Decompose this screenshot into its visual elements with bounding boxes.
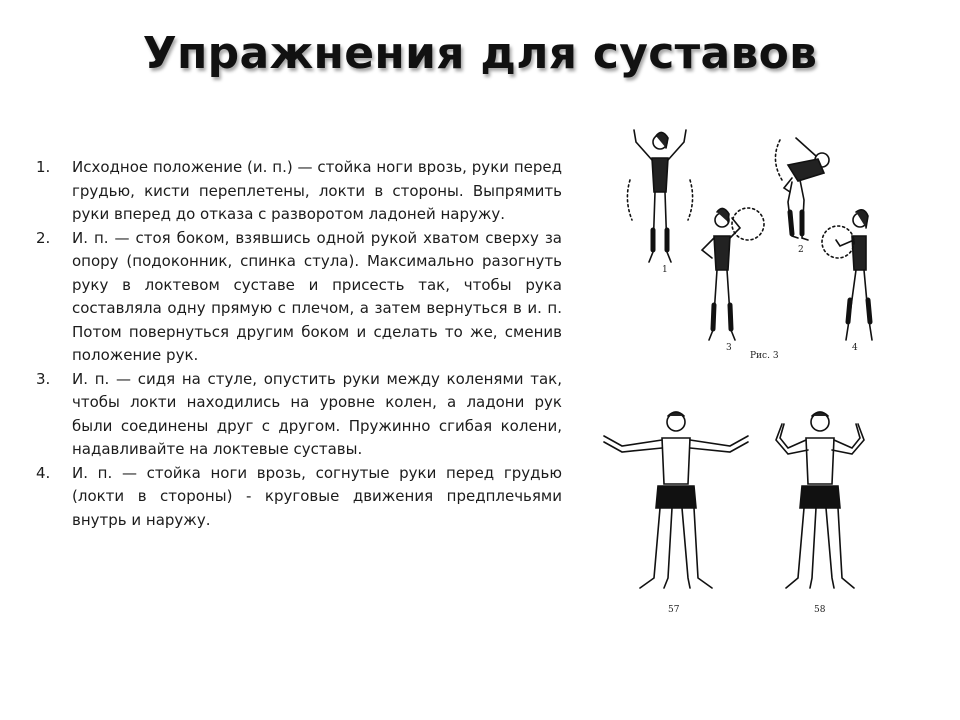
list-item-number: 1. [36, 158, 51, 176]
figure-caption: Рис. 3 [750, 351, 779, 361]
list-item-text: И. п. — стоя боком, взявшись одной рукой хватом сверху за опору (подоконник, спинка стула). Максимально разогнуть руку в локтевом суставе и присесть так, чтобы рука составляла одну прямую с плечом, а затем вернуться в и. п. Потом повернуться другим боком и сделать то же, сменив положение рук. [72, 228, 562, 364]
list-item [36, 227, 562, 368]
exercise-list [36, 156, 562, 532]
slide-title: Упражнения для суставов [142, 28, 818, 79]
list-item [36, 462, 562, 533]
list-item-text: И. п. — сидя на стуле, опустить руки между коленями так, чтобы локти находились на уровне колен, а ладони рук были соединены друг с другом. Пружинно сгибая колени, надавливайте на локтевые суставы. [72, 369, 562, 458]
exercise-illustration-men [596, 408, 876, 622]
list-item-number: 4. [36, 463, 51, 482]
figure-label: 57 [668, 605, 680, 615]
list-item-text: Исходное положение (и. п.) — стойка ноги врозь, руки перед грудью, кисти переплетены, локти в стороны. Выпрямить руки вперед до отказа с разворотом ладоней наружу. [72, 158, 562, 223]
list-item [36, 156, 562, 227]
figure-label: 4 [852, 343, 858, 353]
list-item-number: 3. [36, 369, 51, 388]
figure-label: 58 [814, 605, 826, 615]
figure-label: 1 [662, 265, 668, 275]
list-item-text: И. п. — стойка ноги врозь, согнутые руки перед грудью (локти в стороны) - круговые движения предплечьями внутрь и наружу. [72, 463, 562, 529]
figure-label: 2 [798, 245, 804, 255]
figure-label: 3 [726, 343, 732, 353]
exercise-illustration-women [600, 120, 900, 365]
list-item-number: 2. [36, 228, 51, 247]
list-item [36, 368, 562, 462]
